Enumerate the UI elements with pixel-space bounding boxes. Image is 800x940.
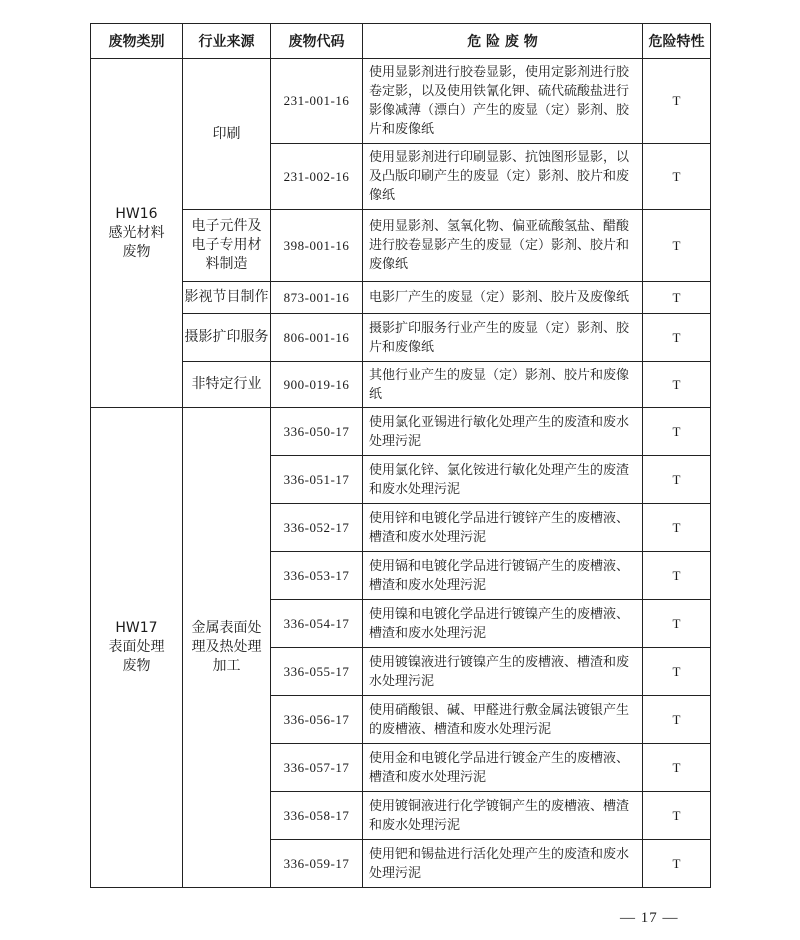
industry-cell-photo: 摄影扩印服务 bbox=[183, 314, 271, 362]
waste-code: 336-058-17 bbox=[271, 792, 363, 840]
waste-description: 使用显影剂进行胶卷显影，使用定影剂进行胶卷定影，以及使用铁氰化钾、硫代硫酸盐进行影像减薄（漂白）产生的废显（定）影剂、胶片和废像纸 bbox=[363, 59, 643, 144]
hazard-characteristic: T bbox=[643, 408, 711, 456]
hazard-characteristic: T bbox=[643, 144, 711, 210]
waste-code: 900-019-16 bbox=[271, 362, 363, 408]
waste-code: 336-050-17 bbox=[271, 408, 363, 456]
page-number: — 17 — bbox=[620, 910, 679, 926]
hazard-characteristic: T bbox=[643, 840, 711, 888]
header-hazard-characteristic: 危险特性 bbox=[643, 24, 711, 59]
hazard-characteristic: T bbox=[643, 648, 711, 696]
hazard-characteristic: T bbox=[643, 282, 711, 314]
waste-description: 使用金和电镀化学品进行镀金产生的废槽液、槽渣和废水处理污泥 bbox=[363, 744, 643, 792]
waste-description: 使用钯和锡盐进行活化处理产生的废渣和废水处理污泥 bbox=[363, 840, 643, 888]
waste-description: 使用显影剂、氢氧化物、偏亚硫酸氢盐、醋酸进行胶卷显影产生的废显（定）影剂、胶片和废像纸 bbox=[363, 210, 643, 282]
table-row bbox=[91, 210, 711, 282]
header-waste-category: 废物类别 bbox=[91, 24, 183, 59]
waste-code: 398-001-16 bbox=[271, 210, 363, 282]
waste-code: 806-001-16 bbox=[271, 314, 363, 362]
industry-cell-electronics: 电子元件及 电子专用材 料制造 bbox=[183, 210, 271, 282]
waste-description: 使用镀铜液进行化学镀铜产生的废槽液、槽渣和废水处理污泥 bbox=[363, 792, 643, 840]
hazard-characteristic: T bbox=[643, 59, 711, 144]
industry-cell-metal-surface: 金属表面处 理及热处理 加工 bbox=[183, 408, 271, 888]
hazard-characteristic: T bbox=[643, 600, 711, 648]
waste-code: 231-001-16 bbox=[271, 59, 363, 144]
hazardous-waste-table bbox=[90, 23, 711, 888]
header-hazardous-waste: 危 险 废 物 bbox=[363, 24, 643, 59]
table-row bbox=[91, 362, 711, 408]
industry-cell-printing: 印刷 bbox=[183, 59, 271, 210]
hazard-characteristic: T bbox=[643, 792, 711, 840]
category-cell-hw17: HW17 表面处理 废物 bbox=[91, 408, 183, 888]
hazard-characteristic: T bbox=[643, 552, 711, 600]
industry-cell-film: 影视节目制作 bbox=[183, 282, 271, 314]
waste-code: 336-052-17 bbox=[271, 504, 363, 552]
hazard-characteristic: T bbox=[643, 314, 711, 362]
table-header-row bbox=[91, 24, 711, 59]
table-row bbox=[91, 314, 711, 362]
waste-description: 使用氯化亚锡进行敏化处理产生的废渣和废水处理污泥 bbox=[363, 408, 643, 456]
waste-description: 使用显影剂进行印刷显影、抗蚀图形显影，以及凸版印刷产生的废显（定）影剂、胶片和废像纸 bbox=[363, 144, 643, 210]
waste-description: 使用氯化锌、氯化铵进行敏化处理产生的废渣和废水处理污泥 bbox=[363, 456, 643, 504]
waste-description: 摄影扩印服务行业产生的废显（定）影剂、胶片和废像纸 bbox=[363, 314, 643, 362]
header-industry-source: 行业来源 bbox=[183, 24, 271, 59]
waste-description: 使用镀镍液进行镀镍产生的废槽液、槽渣和废水处理污泥 bbox=[363, 648, 643, 696]
waste-code: 873-001-16 bbox=[271, 282, 363, 314]
waste-code: 336-055-17 bbox=[271, 648, 363, 696]
hazard-characteristic: T bbox=[643, 744, 711, 792]
waste-description: 其他行业产生的废显（定）影剂、胶片和废像纸 bbox=[363, 362, 643, 408]
category-cell-hw16: HW16 感光材料 废物 bbox=[91, 59, 183, 408]
waste-description: 使用镍和电镀化学品进行镀镍产生的废槽液、槽渣和废水处理污泥 bbox=[363, 600, 643, 648]
waste-description: 使用锌和电镀化学品进行镀锌产生的废槽液、槽渣和废水处理污泥 bbox=[363, 504, 643, 552]
hazard-characteristic: T bbox=[643, 456, 711, 504]
waste-code: 336-051-17 bbox=[271, 456, 363, 504]
table-row bbox=[91, 282, 711, 314]
waste-code: 336-056-17 bbox=[271, 696, 363, 744]
hazard-characteristic: T bbox=[643, 696, 711, 744]
waste-code: 336-059-17 bbox=[271, 840, 363, 888]
industry-cell-other: 非特定行业 bbox=[183, 362, 271, 408]
waste-description: 使用硝酸银、碱、甲醛进行敷金属法镀银产生的废槽液、槽渣和废水处理污泥 bbox=[363, 696, 643, 744]
hazard-characteristic: T bbox=[643, 210, 711, 282]
waste-description: 使用镉和电镀化学品进行镀镉产生的废槽液、槽渣和废水处理污泥 bbox=[363, 552, 643, 600]
waste-code: 231-002-16 bbox=[271, 144, 363, 210]
hazard-characteristic: T bbox=[643, 504, 711, 552]
waste-code: 336-057-17 bbox=[271, 744, 363, 792]
waste-code: 336-053-17 bbox=[271, 552, 363, 600]
table-row bbox=[91, 408, 711, 456]
hazard-characteristic: T bbox=[643, 362, 711, 408]
table-row bbox=[91, 59, 711, 144]
waste-description: 电影厂产生的废显（定）影剂、胶片及废像纸 bbox=[363, 282, 643, 314]
header-waste-code: 废物代码 bbox=[271, 24, 363, 59]
waste-code: 336-054-17 bbox=[271, 600, 363, 648]
